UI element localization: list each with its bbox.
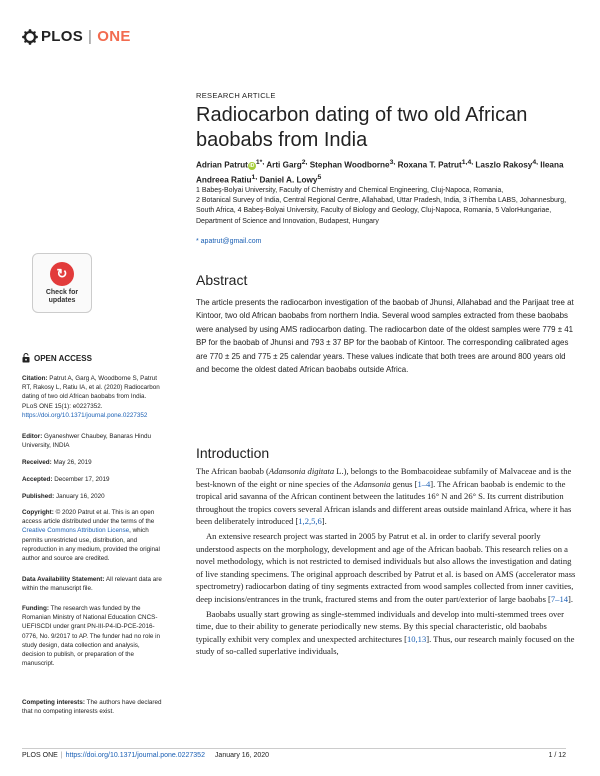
competing-interests-label: Competing interests:	[22, 699, 85, 706]
check-updates-line2: updates	[48, 296, 76, 304]
received-date: May 26, 2019	[53, 459, 92, 466]
author-name[interactable]: Laszlo Rakosy	[475, 160, 533, 170]
check-for-updates-badge[interactable]	[32, 253, 92, 313]
refresh-icon: ↻	[50, 262, 74, 286]
editor-text: Gyaneshwer Chaubey, Banaras Hindu University, INDIA	[22, 433, 152, 450]
author-marks: 5	[317, 173, 322, 181]
affiliations	[196, 186, 576, 227]
logo-one-text: ONE	[97, 28, 131, 45]
intro-paragraph-1: The African baobab (Adansonia digitata L.), belongs to the Bombacoideae subfamily of Malvaceae and is the best-known of the eight or nine species of the Adansonia genus [1–4]. The African baobab is endemic to the tropical arid savanna of the African continent between the latitudes 16° N and 26° S. Its current distribution throughout the tropics covers several African islands and different areas outside mainland Africa, where it has been deliberately introduced [1,2,5,6].	[196, 466, 572, 527]
genus-name: Adansonia	[353, 478, 391, 489]
open-access-label	[22, 353, 92, 363]
accepted-date: December 17, 2019	[54, 476, 110, 483]
author-marks: 1,4,	[461, 159, 474, 166]
section-label: RESEARCH ARTICLE	[196, 91, 276, 100]
author-marks: 2,	[301, 159, 308, 166]
author-name[interactable]: Arti Garg	[266, 160, 302, 170]
competing-interests-text: The authors have declared that no competing interests exist.	[22, 699, 162, 716]
author-marks: 3,	[389, 159, 396, 166]
editor-label: Editor:	[22, 433, 43, 440]
plos-one-logo[interactable]	[22, 28, 131, 45]
copyright-block	[22, 508, 162, 563]
author-name[interactable]: Stephan Woodborne	[309, 160, 390, 170]
data-availability-block	[22, 575, 162, 593]
citation-block	[22, 374, 162, 420]
data-availability-text: All relevant data are within the manuscript file.	[22, 576, 162, 593]
footer-doi-link[interactable]: https://doi.org/10.1371/journal.pone.0227352	[65, 752, 205, 759]
affiliation-line: 1 Babeş-Bolyai University, Faculty of Chemistry and Chemical Engineering, Cluj-Napoca, Romania,	[196, 187, 504, 194]
open-lock-icon	[22, 353, 30, 363]
published-label: Published:	[22, 493, 55, 500]
abstract-text: The article presents the radiocarbon investigation of the baobab of Jhunsi, Allahabad and the Parijaat tree at Kintoor, two old African baobabs from northern India. Several wood samples extracted from these baobabs were analysed by using AMS radiocarbon dating. The radiocarbon date of the oldest samples were 779 ± 41 BP for the baobab of Jhunsi and 793 ± 37 BP for the baobab of Kintoor. The corresponding calibrated ages are 770 ± 25 and 775 ± 25 calendar years. These values indicate that both trees are around 800 years old and become the oldest dated African baobabs outside Africa.	[196, 298, 574, 375]
open-access-text: OPEN ACCESS	[34, 353, 92, 363]
introduction-heading: Introduction	[196, 445, 270, 461]
accepted-label: Accepted:	[22, 476, 53, 483]
footer-date: January 16, 2020	[214, 752, 270, 759]
plos-logo-icon	[22, 29, 38, 45]
logo-separator: |	[88, 28, 93, 45]
author-marks: 1*,	[255, 159, 265, 166]
copyright-text: © 2020 Patrut et al. This is an open access article distributed under the terms of the	[22, 509, 155, 526]
author-list	[196, 157, 576, 186]
species-name: Adansonia digitata	[268, 466, 335, 476]
received-block	[22, 458, 162, 467]
check-updates-line1: Check for	[45, 288, 79, 296]
published-date: January 16, 2020	[55, 493, 105, 500]
accepted-block	[22, 475, 162, 484]
citation-doi-link[interactable]: https://doi.org/10.1371/journal.pone.0227352	[22, 411, 148, 419]
intro-paragraph-3: Baobabs usually start growing as single-stemmed individuals and develop into multi-stemmed trees over time, due to their ability to generate periodically new stems. By this special characteristic, old baobabs typically exhibit very complex and unexpected architectures [10,13]. Thus, our research mainly focused on the study of so-called superlative individuals,	[196, 608, 575, 657]
intro-paragraph-2: An extensive research project was started in 2005 by Patrut et al. in order to clarify several poorly understood aspects on the morphology, development and age of the African baobab. This research relies on a novel methodology, which is not restricted to demised individuals but also allows the investigation and dating of live standing specimens. The original approach described by Patrut et al. is based on AMS (accelerator mass spectrometry) radiocarbon dating of tiny segments extracted from wood samples collected from inner cavities, deep incisions/entrances in the trunk, fractured stems and from the outer part/exterior of large baobabs [7–14].	[196, 530, 576, 604]
author-name[interactable]: Roxana T. Patrut	[397, 160, 462, 170]
orcid-icon[interactable]: iD	[249, 162, 255, 169]
funding-label: Funding:	[22, 605, 49, 612]
author-name[interactable]: Daniel A. Lowy	[259, 175, 318, 185]
article-title: Radiocarbon dating of two old African baobabs from India	[196, 104, 528, 151]
page-number: 1 / 12	[548, 752, 566, 759]
competing-interests-block	[22, 698, 162, 716]
citation-label: Citation:	[22, 375, 48, 382]
editor-block	[22, 432, 162, 450]
copyright-text-end: , which permits unrestricted use, distribution, and reproduction in any medium, provided the original author and source are credited.	[22, 527, 160, 563]
author-name[interactable]: Ileana Andreea Ratiu	[196, 160, 564, 185]
corresponding-email[interactable]: * apatrut@gmail.com	[196, 238, 262, 245]
logo-plos-text: PLOS	[41, 28, 84, 45]
reference-link[interactable]: 1,2,5,6	[298, 516, 322, 527]
copyright-label: Copyright:	[22, 509, 54, 516]
published-block	[22, 492, 162, 501]
funding-text: The research was funded by the Romanian Ministry of National Education CNCS-UEFISCDI under grant PN-III-P4-ID-PCE-2016-0776, No. 9/2017 to AP. The funder had no role in study design, data collection and analysis, decision to publish, or preparation of the manuscript.	[22, 605, 161, 668]
abstract-heading: Abstract	[196, 272, 248, 288]
footer-left: PLOS ONE | https://doi.org/10.1371/journal.pone.0227352 January 16, 2020	[22, 752, 270, 759]
footer-journal: PLOS ONE	[22, 752, 58, 759]
reference-link[interactable]: 10,13	[406, 633, 427, 644]
author-marks: 4,	[532, 159, 539, 166]
reference-link[interactable]: 7–14	[550, 593, 568, 604]
reference-link[interactable]: 1–4	[417, 478, 431, 489]
received-label: Received:	[22, 459, 52, 466]
page-footer	[22, 748, 566, 759]
author-marks: 1,	[251, 173, 258, 181]
introduction-body	[196, 465, 576, 660]
citation-text: Patrut A, Garg A, Woodborne S, Patrut RT, Rakosy L, Ratiu IA, et al. (2020) Radiocarbon dating of two old African baobabs from India. PLoS ONE 15(1): e0227352.	[22, 375, 160, 410]
author-name[interactable]: Adrian Patrut	[196, 160, 248, 170]
affiliation-line: 2 Botanical Survey of India, Central Regional Centre, Allahabad, Uttar Pradesh, India, 3 iThemba LABS, Johannesburg, South Africa, 4 Babeş-Bolyai University, Faculty of Biology and Geology, Cluj-Napoca, Romania, 5 ValorHungariae, Department of Science and Innovation, Budapest, Hungary	[196, 197, 567, 225]
funding-block	[22, 604, 162, 668]
data-availability-label: Data Availability Statement:	[22, 576, 105, 583]
cc-license-link[interactable]: Creative Commons Attribution License	[22, 527, 130, 535]
